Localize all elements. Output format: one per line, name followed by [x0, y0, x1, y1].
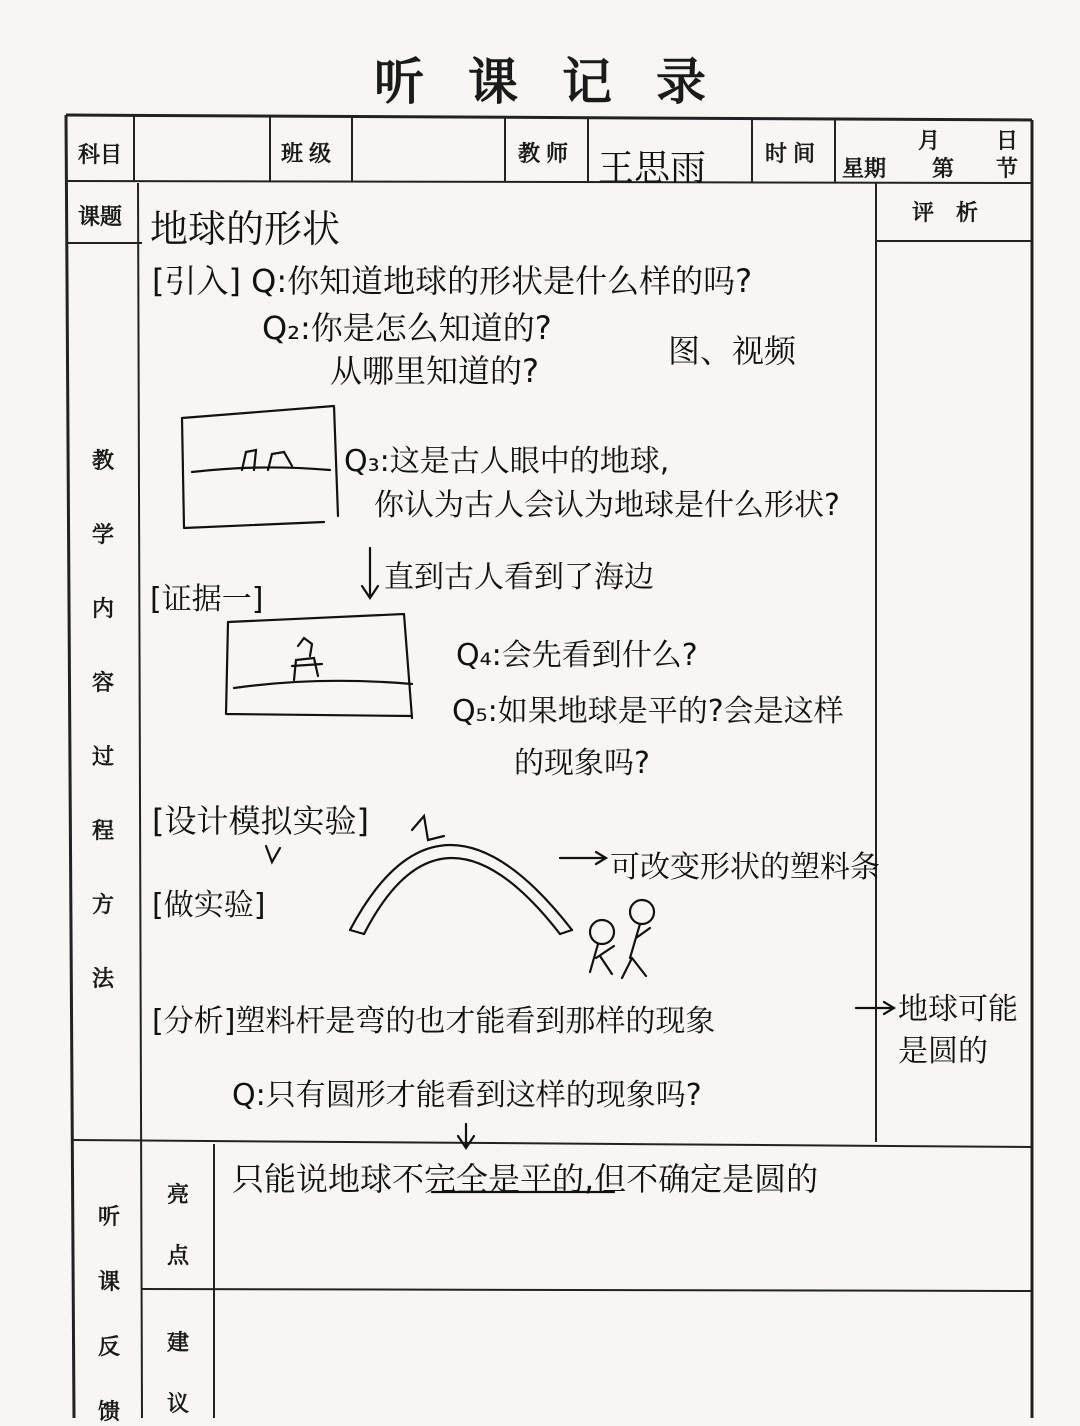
period-prefix: 第: [932, 156, 955, 182]
note-q5-line2: 的现象吗?: [514, 746, 650, 781]
page-title: 听课记录: [374, 52, 750, 111]
feedback-label-char: 反: [98, 1334, 121, 1360]
note-analysis: [分析]塑料杆是弯的也才能看到那样的现象: [152, 1004, 716, 1039]
note-q2-line2: 从哪里知道的?: [330, 352, 539, 390]
note-pic-video: 图、视频: [668, 332, 797, 370]
note-q5-line1: Q₅:如果地球是平的?会是这样: [452, 694, 844, 729]
process-label-char: 过: [92, 744, 115, 770]
topic-label: 课题: [78, 204, 123, 230]
time-label: 时间: [765, 141, 822, 167]
process-label-char: 容: [92, 670, 115, 696]
topic-text: 地球的形状: [150, 207, 341, 251]
suggestion-label-char: 建: [167, 1330, 190, 1356]
suggestion-label: [167, 1326, 189, 1418]
feedback-label-char: 馈: [98, 1399, 121, 1425]
note-question-only-round: Q:只有圆形才能看到这样的现象吗?: [232, 1078, 702, 1113]
note-q3-line2: 你认为古人会认为地球是什么形状?: [374, 488, 840, 523]
period-suffix: 节: [996, 156, 1019, 182]
teacher-name: 王思雨: [598, 148, 707, 189]
analysis-label: 评 析: [912, 200, 979, 226]
note-earth-maybe-1: 地球可能: [898, 992, 1018, 1027]
highlight-label-char: 点: [167, 1243, 190, 1269]
process-label-char: 法: [92, 966, 115, 992]
feedback-label-char: 课: [98, 1269, 121, 1295]
note-q1: [引入] Q:你知道地球的形状是什么样的吗?: [152, 262, 753, 300]
note-until-sea: 直到古人看到了海边: [384, 560, 654, 595]
weekday-label: 星期: [842, 156, 887, 182]
month-label: 月: [918, 128, 941, 154]
highlight-label: [167, 1178, 189, 1270]
process-label: [92, 444, 114, 993]
day-label: 日: [996, 128, 1019, 154]
note-earth-maybe-2: 是圆的: [898, 1034, 988, 1069]
note-design-experiment: [设计模拟实验]: [152, 802, 369, 840]
note-evidence-1: [证据一]: [150, 582, 264, 617]
feedback-label-char: 听: [98, 1204, 121, 1230]
feedback-label: [98, 1200, 120, 1426]
process-label-char: 程: [92, 818, 115, 844]
process-label-char: 学: [92, 522, 115, 548]
process-label-char: 内: [92, 596, 115, 622]
subject-label: 科目: [78, 142, 123, 168]
note-plastic-strip: 可改变形状的塑料条: [610, 850, 880, 885]
note-conclusion: 只能说地球不完全是平的,但不确定是圆的: [232, 1160, 819, 1198]
highlight-label-char: 亮: [167, 1182, 190, 1208]
note-q4: Q₄:会先看到什么?: [456, 638, 698, 673]
suggestion-label-char: 议: [167, 1391, 190, 1417]
process-label-char: 教: [92, 448, 115, 474]
note-do-experiment: [做实验]: [152, 888, 266, 923]
process-label-char: 方: [92, 892, 115, 918]
note-q2-line1: Q₂:你是怎么知道的?: [262, 309, 552, 347]
note-q3-line1: Q₃:这是古人眼中的地球,: [344, 444, 670, 479]
class-label: 班级: [281, 141, 338, 167]
teacher-label: 教师: [518, 141, 575, 167]
